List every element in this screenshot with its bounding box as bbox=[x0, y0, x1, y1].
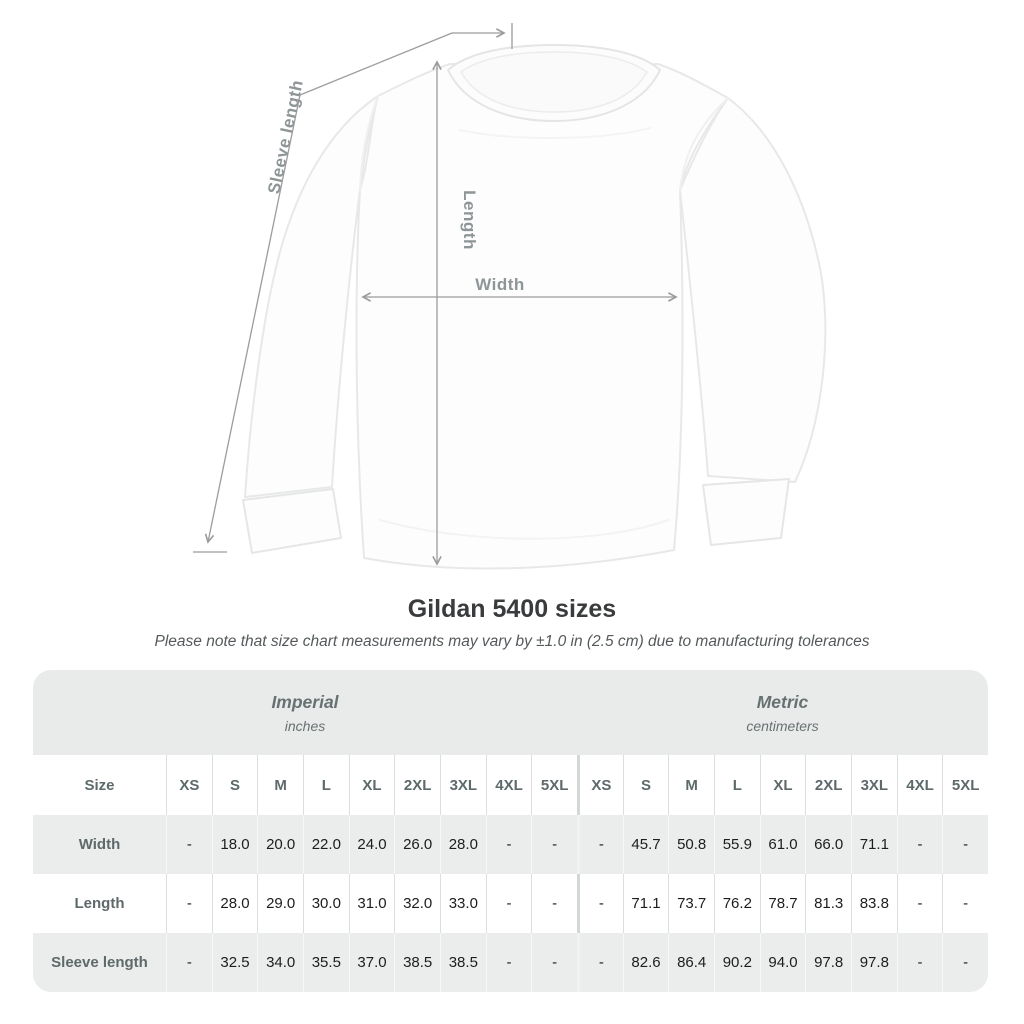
value-cell: 76.2 bbox=[714, 874, 760, 933]
value-cell: - bbox=[166, 933, 212, 992]
tolerance-note: Please note that size chart measurements may vary by ±1.0 in (2.5 cm) due to manufacturing tolerances bbox=[154, 633, 870, 650]
size-col-header-metric-l: L bbox=[714, 755, 760, 815]
value-cell: - bbox=[486, 815, 532, 874]
value-cell: 83.8 bbox=[851, 874, 897, 933]
value-cell: 61.0 bbox=[760, 815, 806, 874]
value-cell: 78.7 bbox=[760, 874, 806, 933]
value-cell: 24.0 bbox=[349, 815, 395, 874]
value-cell: - bbox=[942, 815, 988, 874]
value-cell: 34.0 bbox=[257, 933, 303, 992]
value-cell: 55.9 bbox=[714, 815, 760, 874]
row-label: Width bbox=[33, 815, 166, 874]
value-cell: 31.0 bbox=[349, 874, 395, 933]
value-cell: 73.7 bbox=[668, 874, 714, 933]
size-col-header-imperial-4xl: 4XL bbox=[486, 755, 532, 815]
value-cell: 29.0 bbox=[257, 874, 303, 933]
row-label: Sleeve length bbox=[33, 933, 166, 992]
value-cell: 26.0 bbox=[394, 815, 440, 874]
value-cell: - bbox=[486, 933, 532, 992]
size-col-header-imperial-xl: XL bbox=[349, 755, 395, 815]
value-cell: 33.0 bbox=[440, 874, 486, 933]
size-header-cell: Size bbox=[33, 755, 166, 815]
value-cell: 97.8 bbox=[851, 933, 897, 992]
value-cell: 28.0 bbox=[212, 874, 258, 933]
imperial-header bbox=[33, 670, 577, 755]
size-col-header-metric-xl: XL bbox=[760, 755, 806, 815]
long-sleeve-shirt-illustration bbox=[243, 45, 825, 568]
value-cell: - bbox=[531, 933, 577, 992]
size-col-header-metric-4xl: 4XL bbox=[897, 755, 943, 815]
value-cell: - bbox=[942, 933, 988, 992]
value-cell: - bbox=[577, 874, 623, 933]
value-cell: 28.0 bbox=[440, 815, 486, 874]
value-cell: 94.0 bbox=[760, 933, 806, 992]
value-cell: - bbox=[897, 933, 943, 992]
width-label: Width bbox=[475, 275, 525, 294]
metric-unit-label: centimeters bbox=[746, 717, 819, 734]
size-col-header-metric-3xl: 3XL bbox=[851, 755, 897, 815]
value-cell: 32.5 bbox=[212, 933, 258, 992]
value-cell: 97.8 bbox=[805, 933, 851, 992]
value-cell: - bbox=[531, 874, 577, 933]
value-cell: 30.0 bbox=[303, 874, 349, 933]
size-col-header-imperial-s: S bbox=[212, 755, 258, 815]
size-col-header-imperial-xs: XS bbox=[166, 755, 212, 815]
value-cell: 50.8 bbox=[668, 815, 714, 874]
value-cell: 45.7 bbox=[623, 815, 669, 874]
value-cell: - bbox=[166, 874, 212, 933]
size-col-header-imperial-l: L bbox=[303, 755, 349, 815]
row-label: Length bbox=[33, 874, 166, 933]
value-cell: - bbox=[942, 874, 988, 933]
value-cell: 20.0 bbox=[257, 815, 303, 874]
value-cell: 22.0 bbox=[303, 815, 349, 874]
value-cell: 82.6 bbox=[623, 933, 669, 992]
imperial-unit-label: inches bbox=[284, 717, 326, 734]
size-col-header-metric-2xl: 2XL bbox=[805, 755, 851, 815]
size-col-header-metric-5xl: 5XL bbox=[942, 755, 988, 815]
size-col-header-imperial-m: M bbox=[257, 755, 303, 815]
value-cell: 81.3 bbox=[805, 874, 851, 933]
page-title: Gildan 5400 sizes bbox=[407, 595, 617, 623]
size-table bbox=[33, 670, 988, 992]
size-col-header-imperial-3xl: 3XL bbox=[440, 755, 486, 815]
size-col-header-metric-m: M bbox=[668, 755, 714, 815]
value-cell: - bbox=[897, 874, 943, 933]
value-cell: 66.0 bbox=[805, 815, 851, 874]
value-cell: 35.5 bbox=[303, 933, 349, 992]
value-cell: - bbox=[577, 933, 623, 992]
size-col-header-metric-s: S bbox=[623, 755, 669, 815]
value-cell: - bbox=[577, 815, 623, 874]
value-cell: - bbox=[486, 874, 532, 933]
value-cell: 38.5 bbox=[394, 933, 440, 992]
length-label: Length bbox=[460, 190, 479, 250]
value-cell: 86.4 bbox=[668, 933, 714, 992]
value-cell: 37.0 bbox=[349, 933, 395, 992]
size-col-header-metric-xs: XS bbox=[577, 755, 623, 815]
metric-system-label: Metric bbox=[756, 691, 809, 712]
value-cell: 71.1 bbox=[851, 815, 897, 874]
metric-header bbox=[577, 670, 988, 755]
imperial-system-label: Imperial bbox=[271, 691, 339, 712]
sleeve-length-label: Sleeve length bbox=[264, 78, 307, 196]
value-cell: 38.5 bbox=[440, 933, 486, 992]
value-cell: - bbox=[531, 815, 577, 874]
value-cell: 32.0 bbox=[394, 874, 440, 933]
size-col-header-imperial-5xl: 5XL bbox=[531, 755, 577, 815]
value-cell: 90.2 bbox=[714, 933, 760, 992]
value-cell: - bbox=[897, 815, 943, 874]
value-cell: 18.0 bbox=[212, 815, 258, 874]
size-col-header-imperial-2xl: 2XL bbox=[394, 755, 440, 815]
value-cell: - bbox=[166, 815, 212, 874]
value-cell: 71.1 bbox=[623, 874, 669, 933]
